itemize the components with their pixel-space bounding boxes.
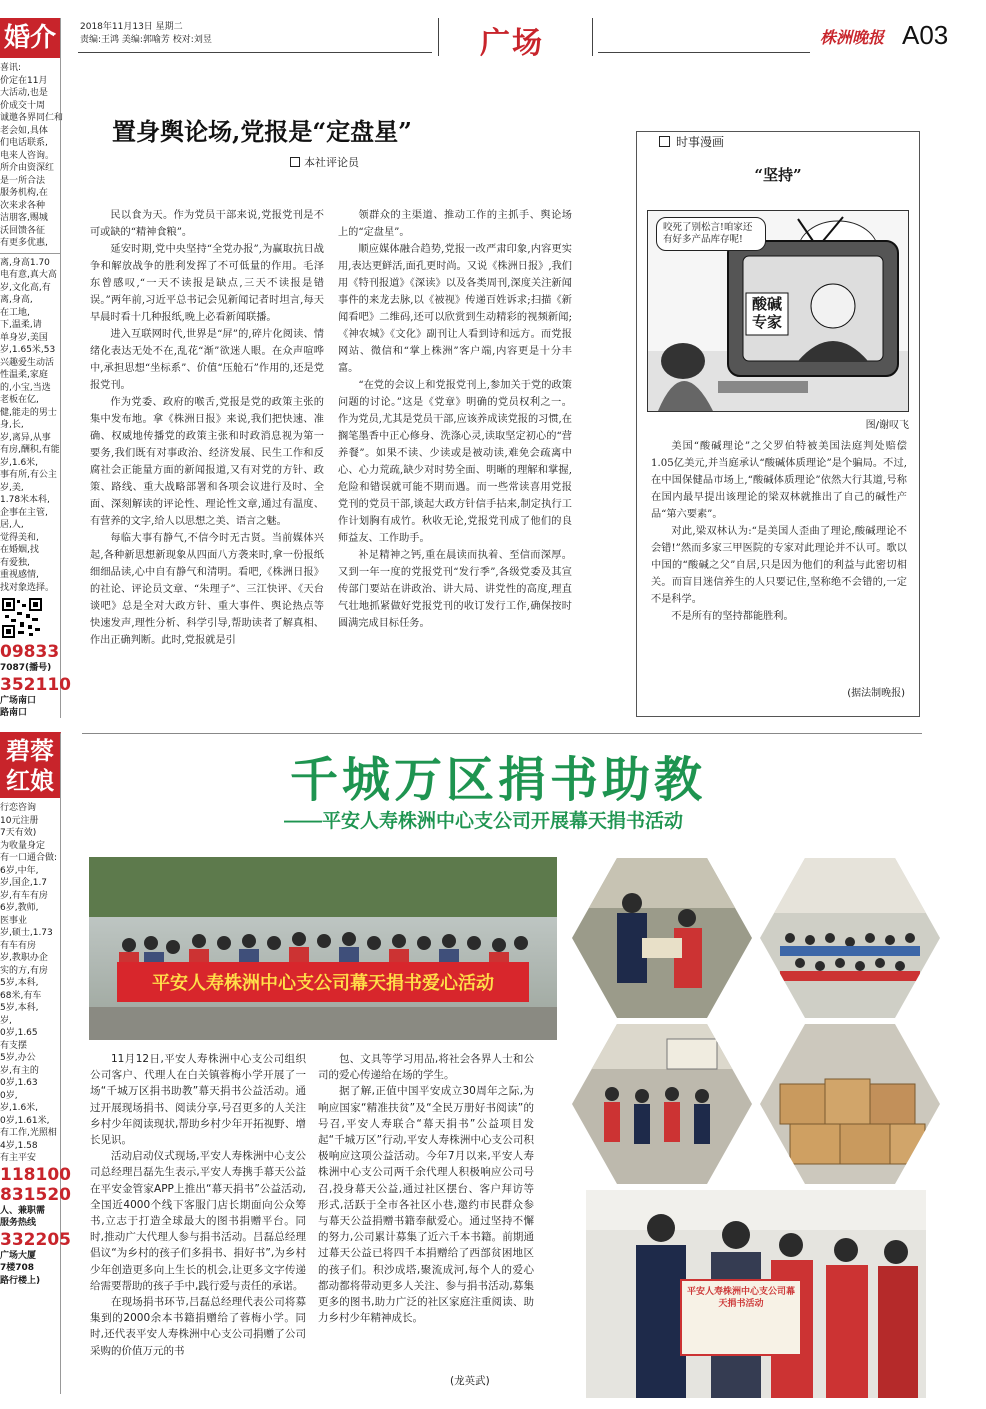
header-rule-right: [598, 52, 810, 53]
donation-certificate: 平安人寿株洲中心支公司幕天捐书活动: [686, 1287, 795, 1309]
editorial-paragraph: 顺应媒体融合趋势,党报一改严肃印象,内容更实用,表达更鲜活,面孔更时尚。又说《株洲日报》,我们用《特刊报道》《深读》以及各类周刊,深度关注新闻事件的来龙去脉,以《被视》传递百姓诉求;扫描《新闻看吧》二维码,还可以欣赏到生动精彩的视频新闻;《神农城》《文化》副刊让人看到诗和远方。而党报网站、微信和“掌上株洲”客户端,内容更是十分丰富。: [338, 244, 572, 374]
editorial-paragraph: “在党的会议上和党报党刊上,参加关于党的政策问题的讨论。”这是《党章》明确的党员权利之一。作为党员,尤其是党员干部,应该养成读党报的习惯,在搁笔墨香中正心修身、洗涤心灵,读取坚定初心的“营养餐”。如果不读、少读或是被动读,难免会疏离中心、心力荒疏,缺少对时势全面、明晰的理解和掌握,危险和错误就可能不期而遇。而一些常读喜用党报党刊的党员干部,谈起大政方针信手拈来,制定执行工作计划胸有成竹。秋收无论,党报党刊成了他们的良师益友、工作助手。: [338, 380, 572, 544]
photo-book-handover: [572, 858, 752, 1018]
date-line: 2018年11月13日 星期二: [80, 22, 183, 32]
ad-line: 所介由资深红: [0, 163, 55, 173]
ad-line: 找对象选择。: [0, 582, 55, 593]
section-separator: [82, 733, 922, 734]
ad-line: 岁,教职办企: [0, 953, 48, 963]
cartoon-commentary: [651, 438, 907, 625]
editorial-headline: 置身舆论场,党报是“定盘星”: [112, 117, 412, 146]
editorial-byline: 本社评论员: [290, 154, 359, 170]
ad-line: 身,长,: [0, 420, 24, 430]
header-rule-left: [78, 52, 432, 53]
ad-line: 重视感情,: [0, 570, 39, 580]
ad-line: 岁,离异,从事: [0, 432, 51, 443]
cartoon-image: [647, 210, 909, 412]
editorial-paragraph: 延安时期,党中央坚持“全党办报”,为赢取抗日战争和解放战争的胜利发挥了不可低量的作用。毛泽东曾感叹,“一天不读报是缺点,三天不读报是错误。”两年前,习近平总书记会见新闻记者时坦言,每天早晨时看十几种报纸,晚上必看新闻联播。: [90, 244, 324, 323]
ad-line: 6岁,中年,: [0, 865, 39, 876]
ad-line: 电有意,真大高: [0, 270, 57, 280]
cartoon-panel: [636, 131, 920, 717]
ad-line: 有主平安: [0, 1153, 37, 1163]
cartoon-source: (据法制晚报): [847, 688, 905, 699]
square-bullet-icon: [290, 157, 300, 167]
editors-line: 责编:王鸿 美编:郭喻芳 校对:刘昱: [80, 35, 212, 45]
ad-line: 是一所合法: [0, 175, 46, 186]
editorial-column-2: [338, 207, 572, 632]
cartoon-paragraph: 美国“酸碱理论”之父罗伯特被美国法庭判处赔偿1.05亿美元,并当庭承认“酸碱体质理论”是个骗局。不过,在中国保健品市场上,“酸碱体质理论”依然大行其道,号称在国内最早提出该理论的梁双林就推出了自己的碱性产品“第六要素”。: [651, 441, 907, 520]
editorial-column-1: [90, 207, 324, 649]
ad-line: 在婚姻,找: [0, 545, 39, 555]
ad-address: 路南口: [0, 708, 28, 718]
cartoon-paragraph: 不是所有的坚持都能胜利。: [671, 611, 794, 622]
ad-line: 岁,有主的: [0, 1065, 39, 1076]
ad-line: 有工作,光照相: [0, 1128, 57, 1138]
editorial-paragraph: 作为党委、政府的喉舌,党报是党的政策主张的集中发布地。拿《株洲日报》来说,我们把快速、准确、权威地传播党的政策主张和时政消息视为第一要务,我们既有对事政治、经济发展、民生工作和反腐社会正能量方面的新闻报道,又有对党的方针、政策、路线、重大战略部署和各项会议进行及时、全面、深刻解读的评论性、理论性文章,通过有温度、有营养的文字,给人以思想之美、语言之魅。: [90, 397, 324, 527]
cartoon-credit: 图/谢叹飞: [865, 420, 909, 431]
ad-line: 下,温柔,请: [0, 320, 42, 330]
ad-line: 离,身高1.70: [0, 257, 50, 268]
ad-title: 婚介: [0, 18, 60, 58]
ad-line: 岁,: [0, 1015, 12, 1026]
ad-line: 0岁,1.65: [0, 1028, 38, 1038]
ad-address: 广场南口: [0, 695, 37, 706]
ad-phone: 118100: [0, 1164, 71, 1185]
ad-line: 7天有效): [0, 828, 37, 838]
ad-line: 5岁,本科,: [0, 978, 39, 988]
ad-line: 觉得美和,: [0, 532, 39, 543]
ad-line: 居,人,: [0, 520, 24, 530]
ad-line: 0岁,: [0, 1090, 18, 1101]
section-name: 广场: [480, 26, 544, 61]
ad-line: 行恋咨询: [0, 803, 37, 813]
ad-line: 岁,文化高,有: [0, 282, 51, 293]
ad-line: 兴趣爱生动活: [0, 357, 55, 368]
ad-line: 价成交十周: [0, 100, 46, 111]
cartoon-speech-bubble: 咬死了别松言!咱家还有好多产品库存呢!: [656, 217, 766, 251]
feature-paragraph: 11月12日,平安人寿株洲中心支公司组织公司客户、代理人在白关镇蓉梅小学开展了一场“千城万区捐书助教”幕天捐书公益活动。通过开展现场捐书、阅读分享,号召更多的人关注乡村少年阅读现状,帮助乡村少年开拓视野、增长见识。: [90, 1053, 306, 1147]
ad-phone: 352110: [0, 674, 71, 695]
ad-phone-note: 7087(播号): [0, 663, 52, 673]
ad-line: 企事在主管,: [0, 507, 48, 518]
ad-line: 5岁,办公: [0, 1053, 36, 1063]
ad-line: 岁,国企,1.7: [0, 878, 48, 888]
ad-line: 0岁,1.61米,: [0, 1115, 50, 1126]
matchmaking-ad-bottom: [0, 732, 71, 1394]
ad-address: 广场大厦: [0, 1250, 37, 1261]
feature-paragraph: 据了解,正值中国平安成立30周年之际,为响应国家“精准扶贫”及“全民万册好书阅读”的号召,平安人寿联合“幕天捐书”公益项目发起“千城万区”行动,平安人寿株洲中心支公司积极响应这项公益活动。今年7月以来,平安人寿株洲中心支公司两千余代理人积极响应公司号召,投身幕天公益,通过社区摆台、客户拜访等形式,活跃于全市各社区小巷,邀约市民群众参与幕天公益捐赠书籍奉献爱心。通过坚持不懈的努力,公司累计募集了近六千本书籍。前期通过幕天公益已将四千本捐赠给了西部贫困地区的孩子们。积沙成塔,聚流成河,每个人的爱心都动都将带动更多人关注、参与捐书活动,募集更多的图书,助力广泛的社区家庭注重阅读、助力乡村少年精神成长。: [318, 1085, 534, 1325]
cartoon-tv-label: 酸碱专家: [751, 295, 782, 331]
photo-schoolyard: [760, 858, 940, 1018]
photo-students-gathering: [572, 1024, 752, 1184]
header-divider: [438, 18, 439, 56]
ad-line: 价定在11月: [0, 75, 48, 86]
ad-note: 服务热线: [0, 1218, 37, 1228]
ad-line: 1.78米本科,: [0, 495, 50, 505]
ad-line: 4岁,1.58: [0, 1140, 38, 1151]
ad-line: 岁,1.65米,53: [0, 345, 56, 355]
editorial-paragraph: 领群众的主渠道、推动工作的主抓手、舆论场上的“定盘星”。: [338, 210, 572, 238]
editorial-paragraph: 每临大事有静气,不信今时无古贤。当前媒体兴起,各种新思想新现象从四面八方袭来时,拿一份报纸细细品读,心中自有静气和清明。看吧,《株洲日报》的社论、评论员文章、“朱理子”、三江快评、《天台谈吧》总是全对大政方针、重大事件、舆论热点等快速发声,理性分析、科学引导,帮助读者了解真相、作出正确判断。此时,党报就是引: [90, 533, 324, 646]
header-divider: [592, 18, 593, 56]
matchmaking-ad-top: [0, 18, 71, 718]
feature-paragraph: 活动启动仪式现场,平安人寿株洲中心支公司总经理吕磊先生表示,平安人寿携手幕天公益在平安金管家APP上推出“幕天捐书”公益活动,全国近4000个线下客服门店长期面向公众筹书,立志于打造全球最大的图书捐赠平台。同时,推动广大代理人参与捐书活动。吕磊总经理倡议“为乡村的孩子们多捐书、捐好书”,为乡村少年创造更多向上生长的机会,让更多文字传递给需要帮助的孩子手中,践行爱与责任的承诺。: [90, 1150, 306, 1292]
ad-line: 洁朋客,赐城: [0, 213, 48, 223]
ad-line: 有一口通合做:: [0, 853, 58, 863]
ad-line: 有房,酬积,有能: [0, 445, 60, 455]
editorial-paragraph: 民以食为天。作为党员干部来说,党报党刊是不可或缺的“精神食粮”。: [90, 210, 324, 238]
ad-title: 碧蓉 红娘: [0, 734, 60, 798]
ad-line: 有更多优惠,: [0, 238, 48, 248]
ad-line: 医事业: [0, 915, 28, 926]
ad-line: 5岁,本科,: [0, 1003, 39, 1013]
ad-line: 服务机构,在: [0, 188, 48, 198]
feature-headline: 千城万区捐书助教: [290, 754, 707, 807]
ad-line: 68米,有车: [0, 990, 42, 1001]
editorial-paragraph: 进入互联网时代,世界是“屏”的,碎片化阅读、情绪化表达无处不在,乱花“渐”欲迷人眼。在众声喧哗中,承担思想“坐标系”、价值“压舱石”作用的,还是党报党刊。: [90, 329, 324, 391]
ad-address: 7楼708: [0, 1263, 35, 1273]
feature-author: (龙英武): [450, 1375, 490, 1387]
feature-subheadline: ——平安人寿株洲中心支公司开展幕天捐书活动: [284, 811, 684, 832]
ad-phone: 332205: [0, 1229, 71, 1250]
ad-line: 6岁,教师,: [0, 903, 39, 913]
ad-line: 岁,硕士,1.73: [0, 928, 53, 938]
ad-line: 实的方,有房: [0, 965, 48, 976]
ad-line: 电来人咨询。: [0, 150, 55, 161]
ad-listing-text: [0, 253, 60, 595]
ad-line: 岁,1.6米,: [0, 1103, 39, 1113]
ad-intro-text: [0, 58, 64, 250]
ad-phone: 09833: [0, 642, 60, 662]
ad-note: 人、兼职需: [0, 1205, 46, 1216]
ad-line: 10元注册: [0, 815, 39, 826]
ad-line: 老板在亿,: [0, 395, 39, 405]
cartoon-title: “坚持”: [754, 166, 802, 184]
ad-line: 岁,1.6米,: [0, 457, 39, 468]
ad-line: 在工地,: [0, 307, 30, 318]
ad-line: 为收量身定: [0, 840, 46, 851]
activity-banner: 平安人寿株洲中心支公司幕天捐书爱心活动: [152, 973, 494, 993]
editorial-paragraph: 补足精神之钙,重在晨读而执着、至信而深厚。又到一年一度的党报党刊“发行季”,各级党委及其宣传部门要站在讲政治、讲大局、讲党性的高度,理直气壮地抓紧做好党报党刊的收订发行工作,确保按时圆满完成目标任务。: [338, 550, 572, 629]
ad-line: 有车有房: [0, 940, 37, 951]
ad-line: 0岁,1.63: [0, 1078, 38, 1088]
ad-line: 沃回馈各征: [0, 225, 46, 236]
ad-address: 路行楼上): [0, 1275, 41, 1286]
ad-line: 有爱独,: [0, 557, 30, 568]
feature-paragraph: 在现场捐书环节,吕磊总经理代表公司将募集到的2000余本书籍捐赠给了蓉梅小学。同时,还代表平安人寿株洲中心支公司捐赠了公司采购的价值万元的书: [90, 1296, 306, 1357]
ad-line: 大活动,也是: [0, 88, 48, 98]
ad-line: 有支摆: [0, 1040, 28, 1051]
feature-column-1: [90, 1051, 306, 1359]
cartoon-section-label: 时事漫画: [653, 133, 730, 150]
page-number: A03: [902, 20, 949, 50]
feature-paragraph: 包、文具等学习用品,将社会各界人士和公司的爱心传递给在场的学生。: [318, 1053, 534, 1082]
photo-certificate-handover: [586, 1190, 926, 1398]
ad-line: 老会如,具体: [0, 125, 48, 136]
ad-line: 岁,有车有房: [0, 890, 48, 901]
ad-line: 喜讯:: [0, 63, 22, 73]
ad-phone: 831520: [0, 1184, 71, 1205]
ad-line: 事有所,有公主: [0, 470, 57, 480]
qr-code-icon: [2, 598, 42, 638]
ad-line: 性温柔,家庭: [0, 370, 48, 380]
square-bullet-icon: [659, 136, 670, 147]
ad-line: 离,身高,: [0, 295, 33, 305]
ad-line: 的,小宝,当选: [0, 382, 51, 393]
ad-line: 们电话联系,: [0, 138, 48, 148]
ad-line: 次来求各种: [0, 200, 46, 211]
cartoon-paragraph: 对此,梁双林认为:“是美国人歪曲了理论,酸碱理论不会错!”然而多家三甲医院的专家对此理论并不认可。歌以中国的“酸碱之父”自居,只是因为他们的利益与此密切相关。而盲目迷信养生的人只要记住,坚称绝不会错的,一定不是科学。: [651, 526, 907, 605]
ad-line: 诚邀各界同仁和: [0, 113, 64, 123]
brand-logo: 株洲晚报: [820, 28, 885, 47]
feature-column-2: [318, 1051, 534, 1326]
ad-listing-text: [0, 798, 60, 1165]
photo-book-boxes: [760, 1024, 940, 1184]
ad-line: 健,能走的男士: [0, 407, 57, 418]
ad-line: 岁,美,: [0, 482, 24, 493]
ad-line: 单身岁,美国: [0, 332, 48, 343]
group-photo: [89, 857, 557, 1040]
